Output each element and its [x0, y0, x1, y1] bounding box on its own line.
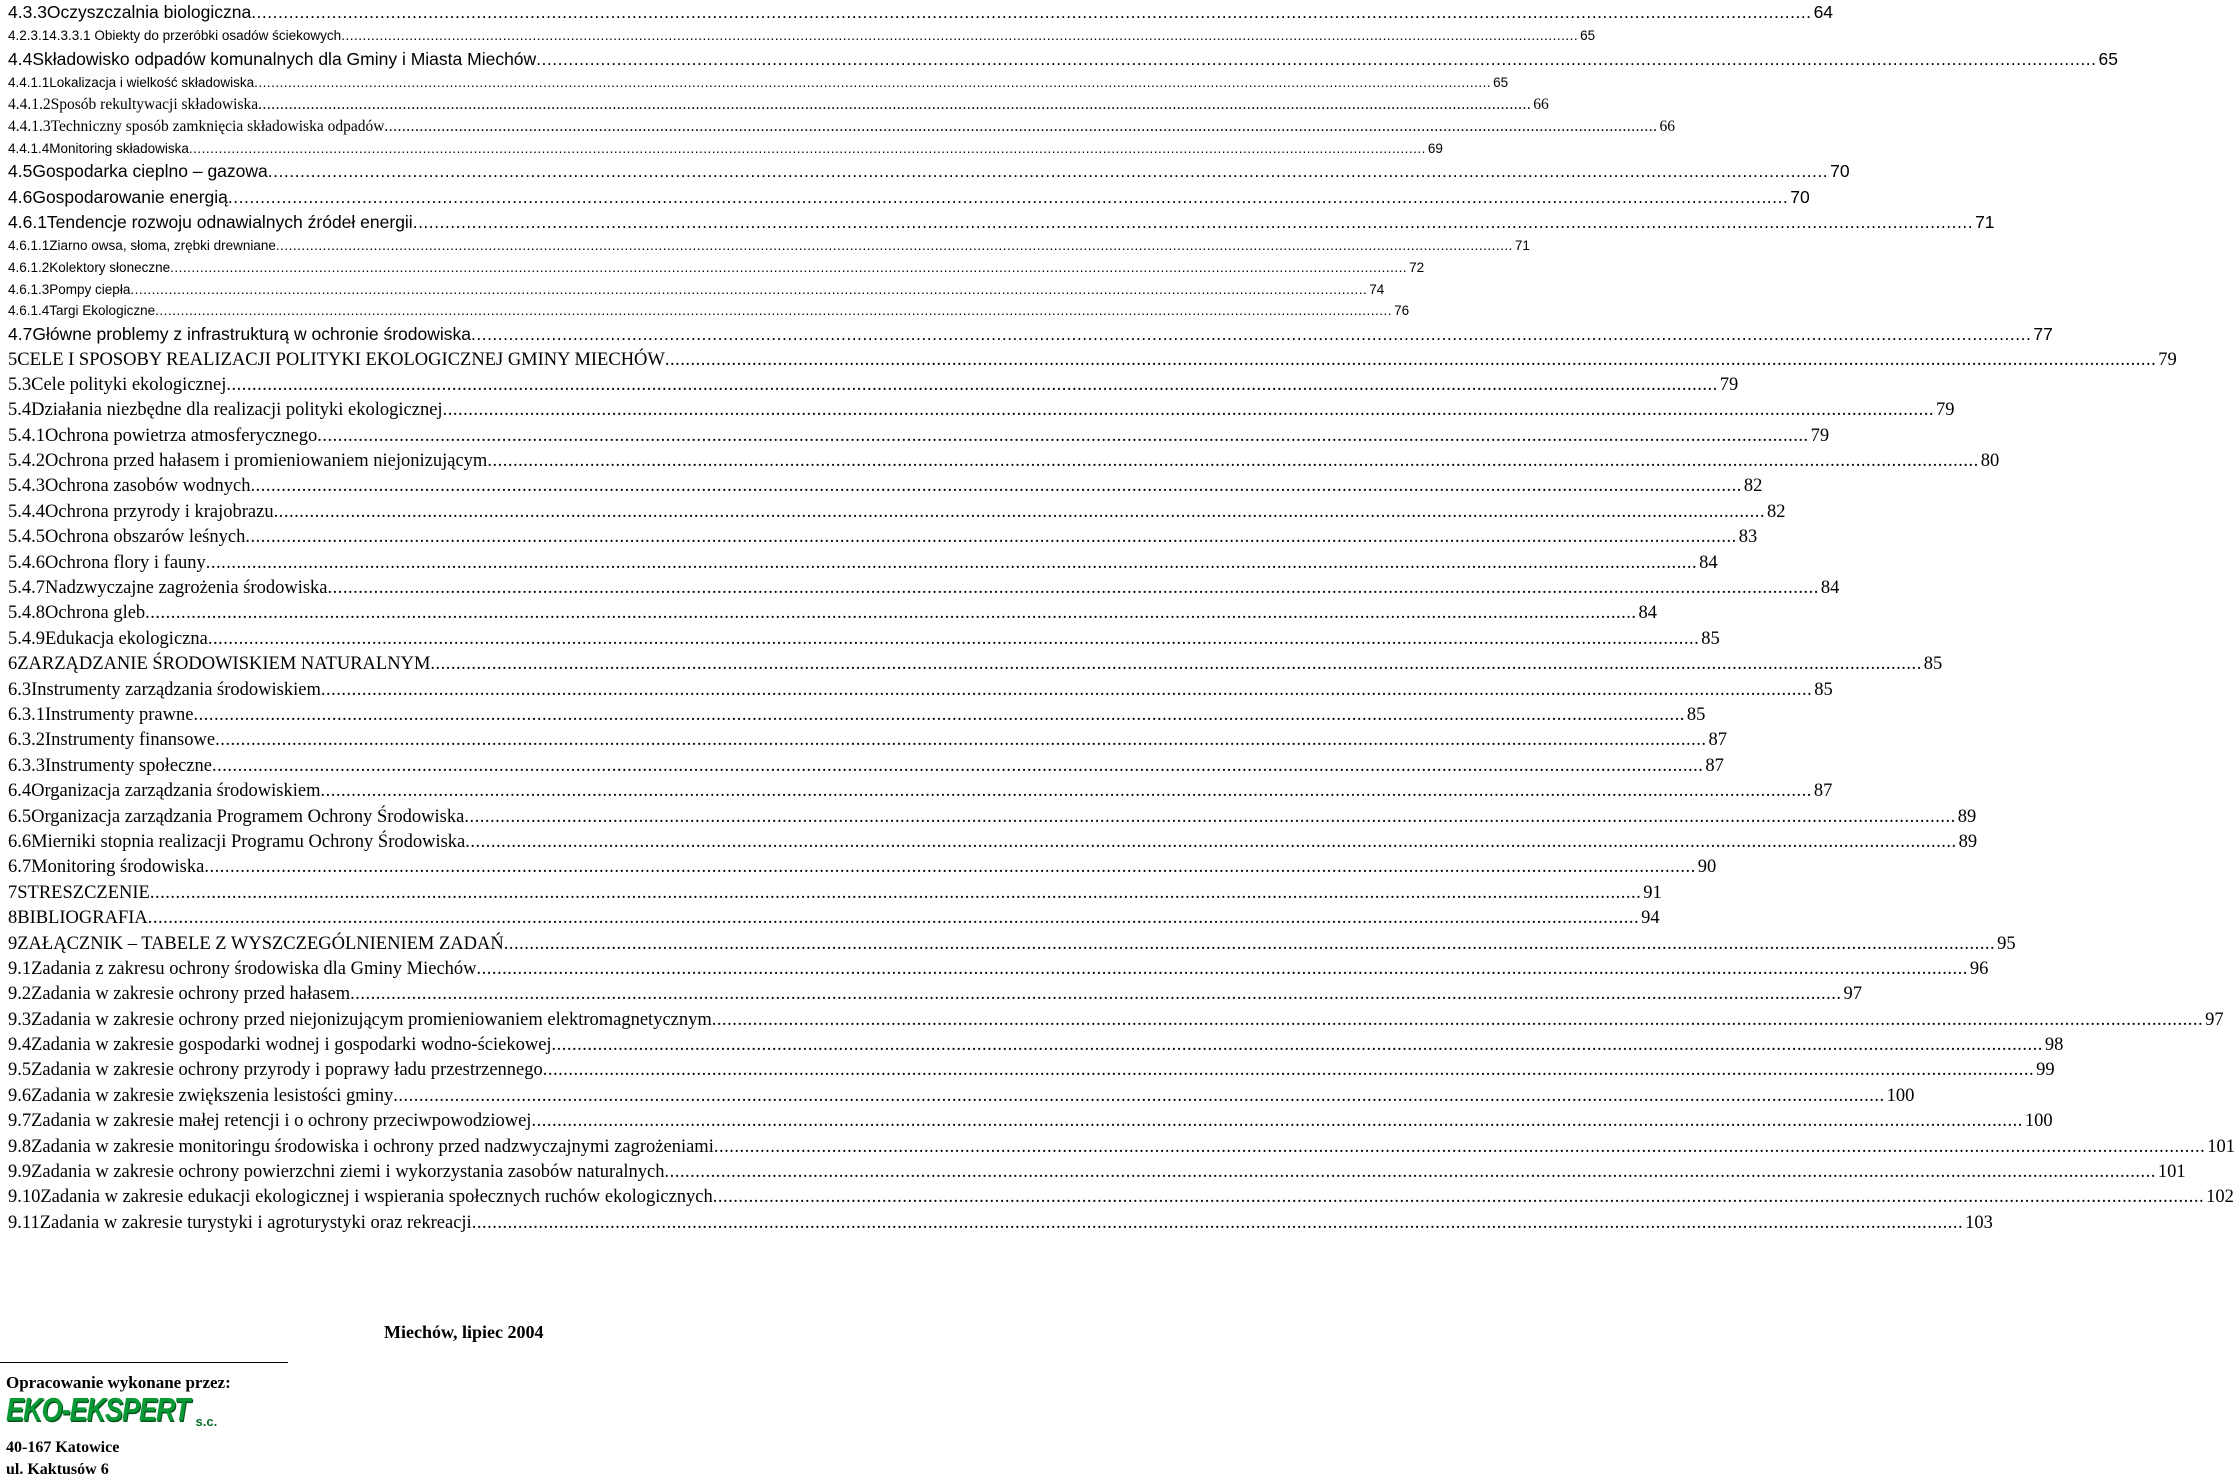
toc-entry-title: 4.6.1Tendencje rozwoju odnawialnych źródeł energii [8, 212, 413, 232]
toc-entry[interactable] [8, 348, 2177, 373]
toc-entry-title: 4.4.1.4Monitoring składowiska [8, 140, 189, 156]
toc-entry[interactable] [8, 678, 1833, 703]
toc-leader-dots [712, 1008, 2203, 1033]
toc-entry-page: 65 [2098, 49, 2119, 70]
toc-leader-dots [504, 932, 1995, 957]
toc-entry-title: 4.6.1.2Kolektory słoneczne [8, 260, 171, 276]
logo-suffix: s.c. [195, 1414, 218, 1429]
toc-entry-page: 71 [1975, 212, 1995, 232]
toc-entry-page: 70 [1830, 161, 1850, 182]
toc-entry-page: 87 [1813, 781, 1833, 802]
toc-entry-page: 71 [1514, 238, 1530, 254]
toc-entry-page: 65 [1493, 75, 1509, 91]
toc-entry-title: 5.3Cele polityki ekologicznej [8, 374, 227, 395]
toc-entry-page: 95 [1997, 933, 2016, 954]
toc-entry-title: 9.5Zadania w zakresie ochrony przyrody i poprawy ładu przestrzennego [8, 1060, 543, 1081]
toc-entry-title: 9.8Zadania w zakresie monitoringu środowiska i ochrony przed nadzwyczajnymi zagrożeniami [8, 1136, 714, 1157]
toc-entry[interactable] [8, 500, 1786, 525]
toc-entry-title: 4.3.3Oczyszczalnia biologiczna [8, 2, 252, 22]
toc-entry[interactable] [8, 72, 1509, 94]
toc-entry-page: 85 [1686, 705, 1706, 725]
toc-leader-dots [258, 94, 1531, 116]
toc-entry-page: 70 [1790, 186, 1810, 207]
toc-entry[interactable] [8, 525, 1758, 550]
toc-entry-page: 66 [1533, 96, 1549, 114]
toc-leader-dots [189, 138, 1426, 160]
toc-entry[interactable] [8, 398, 1955, 423]
toc-entry[interactable] [8, 0, 1834, 25]
toc-entry-page: 96 [1969, 958, 1989, 979]
author-block [0, 1362, 290, 1481]
toc-entry[interactable] [8, 1033, 2064, 1058]
toc-entry-title: 5.4.3Ochrona zasobów wodnych [8, 476, 251, 497]
toc-entry-page: 72 [1409, 260, 1425, 276]
toc-entry[interactable] [8, 1008, 2224, 1033]
toc-entry[interactable] [8, 279, 1385, 301]
toc-entry-page: 82 [1766, 501, 1786, 522]
toc-entry-page: 66 [1659, 117, 1676, 135]
toc-leader-dots [148, 906, 1639, 931]
toc-entry-page: 83 [1738, 527, 1758, 548]
toc-entry[interactable] [8, 235, 1530, 257]
toc-leader-dots [536, 47, 2096, 72]
toc-entry[interactable] [8, 94, 1549, 116]
toc-entry[interactable] [8, 754, 1724, 779]
toc-entry-title: 6.4Organizacja zarządzania środowiskiem [8, 781, 321, 802]
toc-entry[interactable] [8, 116, 1676, 138]
toc-entry-title: 8BIBLIOGRAFIA [8, 908, 148, 929]
toc-entry-title: 4.4.1.3Techniczny sposób zamknięcia składowiska odpadów [8, 117, 385, 135]
toc-entry-page: 98 [2044, 1035, 2064, 1056]
toc-entry-page: 94 [1641, 908, 1660, 929]
toc-entry[interactable] [8, 1185, 2234, 1210]
toc-leader-dots [477, 957, 1968, 982]
toc-entry-title: 6ZARZĄDZANIE ŚRODOWISKIEM NATURALNYM [8, 654, 431, 675]
toc-leader-dots [150, 881, 1641, 906]
toc-leader-dots [341, 25, 1578, 47]
toc-entry-title: 4.2.3.14.3.3.1 Obiekty do przeróbki osadów ściekowych [8, 28, 342, 44]
toc-entry-page: 79 [2158, 349, 2177, 370]
toc-leader-dots [212, 754, 1703, 779]
toc-leader-dots [384, 116, 1657, 138]
toc-entry-title: 9ZAŁĄCZNIK – TABELE Z WYSZCZEGÓLNIENIEM ZADAŃ [8, 933, 504, 954]
toc-entry[interactable] [8, 957, 1989, 982]
toc-entry[interactable] [8, 322, 2053, 347]
toc-entry[interactable] [8, 932, 2016, 957]
toc-entry-title: 5.4.5Ochrona obszarów leśnych [8, 527, 246, 548]
toc-entry[interactable] [8, 855, 1717, 880]
toc-entry-page: 87 [1705, 755, 1724, 776]
toc-entry-title: 9.6Zadania w zakresie zwiększenia lesistości gminy [8, 1085, 394, 1106]
toc-entry-page: 103 [1965, 1212, 1993, 1233]
toc-entry-title: 4.6Gospodarowanie energią [8, 186, 228, 207]
toc-leader-dots [170, 257, 1407, 279]
toc-entry[interactable] [8, 1058, 2055, 1083]
toc-entry-title: 9.2Zadania w zakresie ochrony przed hałasem [8, 984, 351, 1005]
toc-leader-dots [251, 474, 1742, 499]
toc-leader-dots [206, 551, 1697, 576]
toc-entry[interactable] [8, 551, 1718, 576]
toc-entry[interactable] [8, 982, 1862, 1007]
toc-leader-dots [531, 1109, 2022, 1134]
address-street: ul. Kaktusów 6 [6, 1461, 109, 1478]
toc-entry-title: 6.3.1Instrumenty prawne [8, 705, 194, 725]
toc-entry-title: 4.6.1.4Targi Ekologiczne [8, 303, 156, 319]
toc-entry[interactable] [8, 779, 1833, 804]
toc-entry-title: 5.4.9Edukacja ekologiczna [8, 628, 208, 649]
toc-leader-dots [665, 1160, 2156, 1185]
place-date: Miechów, lipiec 2004 [384, 1322, 544, 1342]
toc-entry[interactable] [8, 703, 1706, 728]
toc-leader-dots [413, 210, 1973, 235]
toc-entry-page: 102 [2206, 1187, 2234, 1208]
toc-entry-title: 4.4Składowisko odpadów komunalnych dla Gminy i Miasta Miechów [8, 49, 537, 70]
toc-leader-dots [713, 1185, 2204, 1210]
toc-leader-dots [471, 322, 2031, 347]
toc-leader-dots [393, 1084, 1884, 1109]
toc-leader-dots [317, 424, 1808, 449]
toc-leader-dots [228, 185, 1788, 210]
toc-entry[interactable] [8, 25, 1596, 47]
toc-leader-dots [215, 728, 1706, 753]
toc-entry-page: 89 [1957, 806, 1977, 827]
toc-entry-page: 100 [2024, 1111, 2053, 1132]
toc-entry-title: 6.3.2Instrumenty finansowe [8, 730, 216, 751]
toc-entry[interactable] [8, 47, 2119, 72]
toc-entry-title: 9.10Zadania w zakresie edukacji ekologicznej i wspierania społecznych ruchów ekologicznych [8, 1187, 713, 1208]
toc-entry[interactable] [8, 449, 2000, 474]
toc-entry[interactable] [8, 474, 1763, 499]
toc-entry-title: 5.4.7Nadzwyczajne zagrożenia środowiska [8, 578, 328, 599]
toc-entry[interactable] [8, 1084, 1915, 1109]
toc-entry-title: 6.5Organizacja zarządzania Programem Ochrony Środowiska [8, 806, 465, 827]
toc-entry-title: 4.6.1.3Pompy ciepła [8, 281, 131, 297]
toc-entry[interactable] [8, 300, 1410, 322]
toc-entry-page: 74 [1369, 281, 1385, 297]
toc-entry[interactable] [8, 881, 1662, 906]
toc-leader-dots [465, 830, 1956, 855]
toc-leader-dots [254, 72, 1491, 94]
toc-leader-dots [543, 1058, 2034, 1083]
toc-entry[interactable] [8, 627, 1720, 652]
toc-entry-page: 84 [1699, 552, 1718, 573]
address-city: 40-167 Katowice [6, 1439, 120, 1456]
toc-entry-title: 9.1Zadania z zakresu ochrony środowiska dla Gminy Miechów [8, 958, 477, 979]
toc-entry-title: 7STRESZCZENIE [8, 882, 150, 903]
toc-leader-dots [208, 627, 1699, 652]
toc-entry-page: 87 [1708, 730, 1727, 751]
toc-leader-dots [487, 449, 1978, 474]
toc-entry-page: 64 [1813, 2, 1834, 22]
toc-entry-title: 6.3Instrumenty zarządzania środowiskiem [8, 679, 321, 700]
toc-leader-dots [321, 678, 1812, 703]
toc-entry-title: 9.7Zadania w zakresie małej retencji i o ochrony przeciwpowodziowej [8, 1111, 532, 1132]
toc-entry-page: 84 [1638, 603, 1658, 624]
toc-entry-page: 90 [1697, 857, 1717, 878]
toc-leader-dots [276, 235, 1513, 257]
toc-entry-page: 76 [1394, 303, 1410, 319]
toc-entry-page: 69 [1427, 140, 1443, 156]
toc-entry[interactable] [8, 210, 1995, 235]
toc-leader-dots [464, 805, 1955, 830]
toc-entry-title: 4.5Gospodarka cieplno – gazowa [8, 161, 268, 182]
toc-entry[interactable] [8, 805, 1977, 830]
toc-leader-dots [552, 1033, 2043, 1058]
toc-leader-dots [328, 576, 1819, 601]
toc-leader-dots [251, 0, 1811, 25]
toc-entry-title: 5.4.2Ochrona przed hałasem i promieniowaniem niejonizującym [8, 451, 488, 472]
toc-entry[interactable] [8, 576, 1840, 601]
toc-entry[interactable] [8, 906, 1660, 931]
toc-entry-title: 5.4.8Ochrona gleb [8, 603, 146, 624]
toc-leader-dots [145, 601, 1636, 626]
toc-entry-page: 84 [1820, 578, 1840, 599]
toc-entry[interactable] [8, 728, 1727, 753]
toc-leader-dots [268, 159, 1828, 184]
toc-leader-dots [665, 348, 2156, 373]
author-divider [0, 1362, 288, 1363]
toc-entry[interactable] [8, 138, 1443, 160]
toc-entry-page: 79 [1719, 374, 1739, 395]
toc-entry-page: 91 [1643, 882, 1662, 903]
toc-leader-dots [193, 703, 1684, 728]
toc-entry-page: 97 [1843, 984, 1862, 1005]
company-logo [0, 1391, 290, 1429]
toc-entry-page: 100 [1886, 1085, 1915, 1106]
toc-entry-page: 85 [1814, 679, 1833, 700]
toc-entry[interactable] [8, 373, 1739, 398]
toc-entry[interactable] [8, 185, 1810, 210]
toc-entry-page: 65 [1580, 28, 1596, 44]
toc-leader-dots [130, 279, 1367, 301]
toc-leader-dots [274, 500, 1765, 525]
toc-entry-title: 4.6.1.1Ziarno owsa, słoma, zrębki drewniane [8, 238, 276, 254]
toc-leader-dots [204, 855, 1695, 880]
toc-entry[interactable] [8, 1109, 2053, 1134]
toc-leader-dots [714, 1135, 2205, 1160]
toc-leader-dots [430, 652, 1921, 677]
toc-entry-page: 101 [2157, 1162, 2186, 1183]
toc-leader-dots [155, 300, 1392, 322]
toc-entry-title: 4.4.1.1Lokalizacja i wielkość składowiska [8, 75, 255, 91]
toc-entry[interactable] [8, 1135, 2235, 1160]
toc-entry-page: 80 [1980, 451, 2000, 472]
toc-entry-title: 5.4.1Ochrona powietrza atmosferycznego [8, 425, 318, 446]
toc-entry-page: 89 [1958, 831, 1978, 852]
toc-entry[interactable] [8, 652, 1943, 677]
toc-entry-page: 101 [2207, 1136, 2235, 1157]
toc-entry-page: 79 [1935, 400, 1955, 421]
table-of-contents [8, 0, 2235, 1236]
toc-leader-dots [350, 982, 1841, 1007]
toc-entry-title: 5.4.6Ochrona flory i fauny [8, 552, 206, 573]
toc-entry-page: 97 [2205, 1009, 2224, 1030]
toc-entry-title: 6.7Monitoring środowiska [8, 857, 205, 878]
toc-leader-dots [443, 398, 1934, 423]
toc-entry-title: 9.9Zadania w zakresie ochrony powierzchni ziemi i wykorzystania zasobów naturalnych [8, 1162, 665, 1183]
toc-entry-title: 9.3Zadania w zakresie ochrony przed niejonizującym promieniowaniem elektromagnetycznym [8, 1009, 712, 1030]
toc-entry[interactable] [8, 159, 1850, 184]
toc-leader-dots [320, 779, 1811, 804]
toc-entry-page: 85 [1701, 628, 1720, 649]
toc-entry-page: 77 [2033, 324, 2053, 345]
toc-entry-title: 6.3.3Instrumenty społeczne [8, 755, 212, 776]
toc-leader-dots [472, 1211, 1963, 1236]
toc-entry-title: 5.4.4Ochrona przyrody i krajobrazu [8, 501, 274, 522]
toc-entry[interactable] [8, 257, 1425, 279]
toc-entry-page: 79 [1810, 425, 1830, 446]
toc-entry[interactable] [8, 1211, 1993, 1236]
toc-entry-title: 6.6Mierniki stopnia realizacji Programu Ochrony Środowiska [8, 831, 466, 852]
toc-entry[interactable] [8, 830, 1978, 855]
toc-entry-title: 9.11Zadania w zakresie turystyki i agroturystyki oraz rekreacji [8, 1212, 472, 1233]
toc-entry[interactable] [8, 601, 1658, 626]
toc-entry[interactable] [8, 424, 1830, 449]
toc-entry-title: 9.4Zadania w zakresie gospodarki wodnej i gospodarki wodno-ściekowej [8, 1035, 552, 1056]
toc-entry-title: 4.4.1.2Sposób rekultywacji składowiska [8, 96, 259, 114]
toc-entry-title: 4.7Główne problemy z infrastrukturą w ochronie środowiska [8, 324, 471, 345]
prepared-by-label: Opracowanie wykonane przez: [6, 1373, 231, 1392]
toc-entry-page: 99 [2036, 1060, 2055, 1081]
toc-entry-page: 82 [1743, 476, 1763, 497]
toc-entry-page: 85 [1923, 654, 1943, 675]
toc-leader-dots [226, 373, 1717, 398]
toc-entry[interactable] [8, 1160, 2186, 1185]
toc-entry-title: 5CELE I SPOSOBY REALIZACJI POLITYKI EKOLOGICZNEJ GMINY MIECHÓW [8, 349, 665, 370]
toc-leader-dots [245, 525, 1736, 550]
toc-entry-title: 5.4Działania niezbędne dla realizacji polityki ekologicznej [8, 400, 443, 421]
logo-text: EKO-EKSPERT [6, 1391, 190, 1428]
